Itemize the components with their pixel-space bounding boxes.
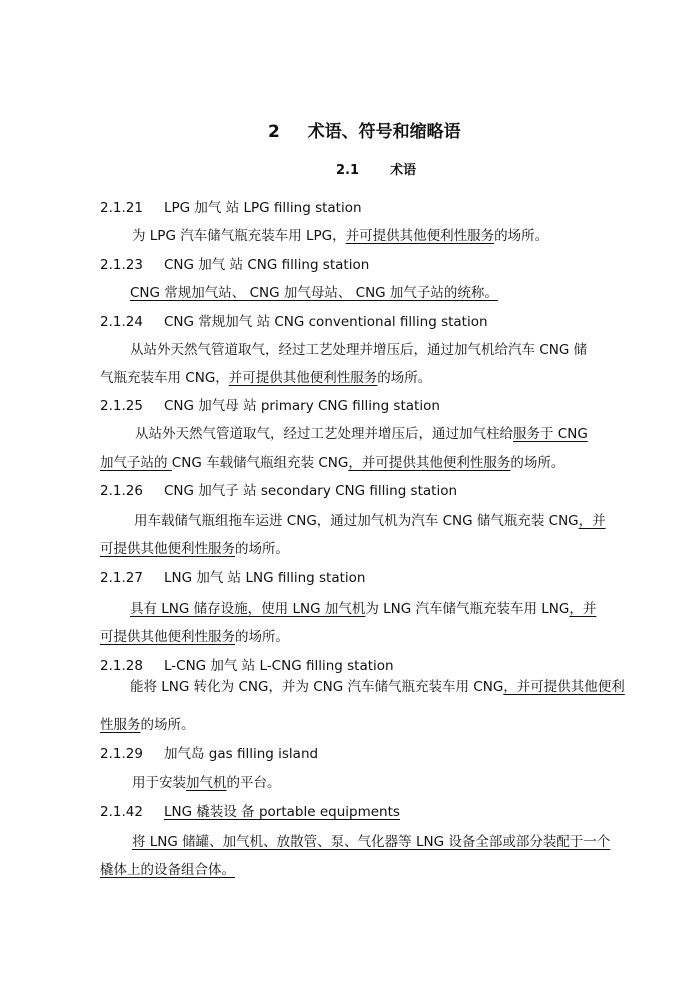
- term-name: CNG 加气子 站 secondary CNG filling station: [164, 483, 458, 499]
- term-2-1-27: [100, 566, 365, 586]
- term-number: 2.1.29: [100, 746, 143, 762]
- section-heading: [336, 159, 416, 178]
- definition-line: 可提供其他便利性服务的场所。: [100, 629, 289, 645]
- definition-line: 用于安装加气机的平台。: [132, 775, 281, 791]
- term-number: 2.1.27: [100, 570, 143, 586]
- term-number: 2.1.28: [100, 658, 143, 674]
- term-name: L-CNG 加气 站 L-CNG filling station: [164, 658, 394, 674]
- definition-line: 将 LNG 储罐、加气机、放散管、泵、气化器等 LNG 设备全部或部分装配于一个: [132, 834, 611, 850]
- term-2-1-42: [100, 800, 400, 820]
- term-name: LNG 橇装设 备 portable equipments: [164, 804, 400, 820]
- term-name: LNG 加气 站 LNG filling station: [164, 570, 366, 586]
- section-title: 术语: [390, 163, 417, 178]
- definition-line: CNG 常规加气站、 CNG 加气母站、 CNG 加气子站的统称。: [130, 285, 498, 301]
- term-2-1-23: [100, 253, 369, 273]
- term-2-1-28: [100, 654, 394, 674]
- chapter-heading: [268, 117, 461, 142]
- definition-line: 从站外天然气管道取气，经过工艺处理并增压后，通过加气机给汽车 CNG 储: [130, 342, 588, 358]
- definition-line: 能将 LNG 转化为 CNG，并为 CNG 汽车储气瓶充装车用 CNG，并可提供其他便利: [130, 679, 625, 695]
- term-number: 2.1.23: [100, 257, 143, 273]
- term-2-1-29: [100, 742, 318, 762]
- definition-line: 气瓶充装车用 CNG，并可提供其他便利性服务的场所。: [100, 370, 432, 386]
- term-number: 2.1.42: [100, 804, 143, 820]
- chapter-number: 2: [268, 122, 280, 142]
- definition-line: 可提供其他便利性服务的场所。: [100, 541, 289, 557]
- term-name: 加气岛 gas filling island: [164, 746, 319, 762]
- definition-line: 橇体上的设备组合体。: [100, 862, 235, 878]
- term-name: CNG 常规加气 站 CNG conventional filling station: [164, 314, 488, 330]
- term-2-1-21: [100, 196, 362, 216]
- section-number: 2.1: [336, 163, 360, 178]
- chapter-title: 术语、符号和缩略语: [307, 122, 461, 142]
- term-number: 2.1.21: [100, 200, 143, 216]
- term-number: 2.1.26: [100, 483, 143, 499]
- term-2-1-24: [100, 310, 488, 330]
- definition-line: 用车载储气瓶组拖车运进 CNG，通过加气机为汽车 CNG 储气瓶充装 CNG，并: [134, 513, 606, 529]
- term-2-1-25: [100, 394, 440, 414]
- definition-line: 加气子站的 CNG 车载储气瓶组充装 CNG，并可提供其他便利性服务的场所。: [100, 455, 565, 471]
- definition-line: 性服务的场所。: [100, 717, 195, 733]
- term-number: 2.1.25: [100, 398, 143, 414]
- definition-line: 具有 LNG 储存设施，使用 LNG 加气机为 LNG 汽车储气瓶充装车用 LNG，并: [130, 601, 597, 617]
- term-name: LPG 加气 站 LPG filling station: [164, 200, 362, 216]
- term-name: CNG 加气 站 CNG filling station: [164, 257, 370, 273]
- definition-line: 从站外天然气管道取气，经过工艺处理并增压后，通过加气柱给服务于 CNG: [135, 426, 588, 442]
- term-number: 2.1.24: [100, 314, 143, 330]
- term-name: CNG 加气母 站 primary CNG filling station: [164, 398, 440, 414]
- definition-line: 为 LPG 汽车储气瓶充装车用 LPG，并可提供其他便利性服务的场所。: [132, 228, 549, 244]
- term-2-1-26: [100, 479, 457, 499]
